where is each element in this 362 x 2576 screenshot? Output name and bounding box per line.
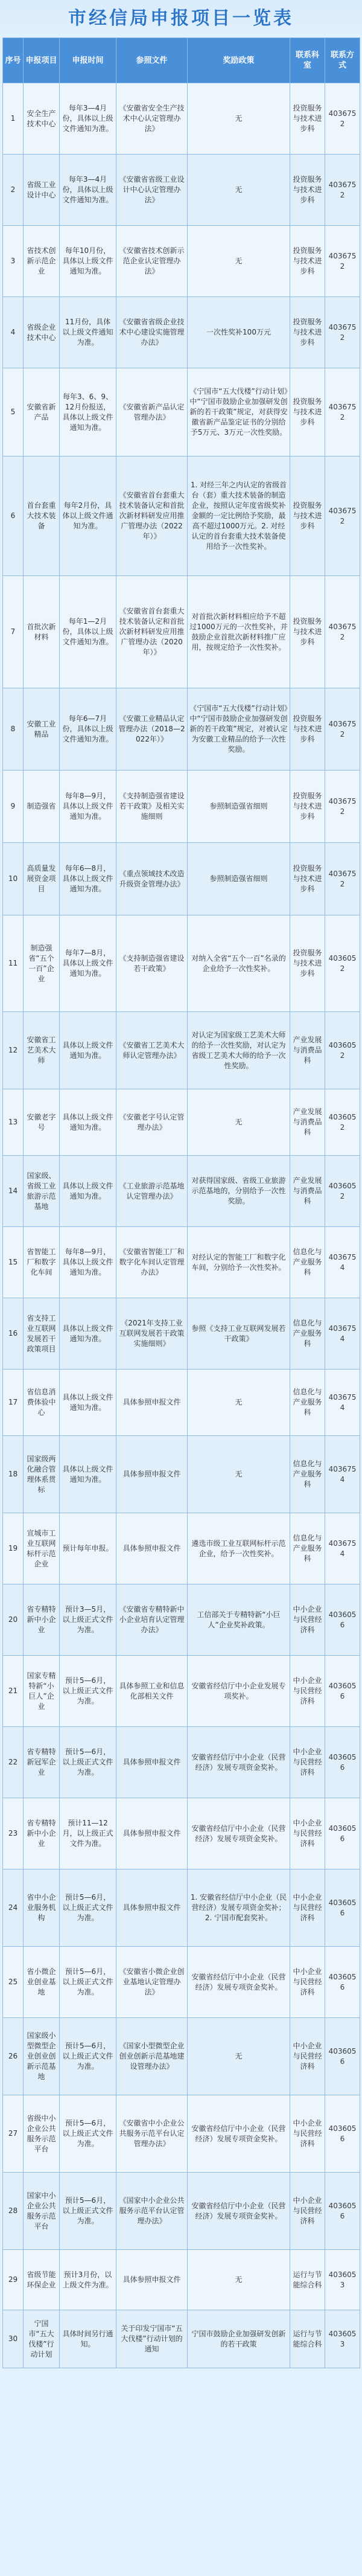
table-row (3, 297, 360, 368)
cell-time: 预计11—12月，以上级正式文件为准。 (60, 1798, 116, 1870)
cell-contact: 4036052 (325, 915, 360, 1012)
cell-policy: 对获得国家级、省级工业旅游示范基地的，分别给予一次性奖励。 (188, 1156, 290, 1227)
cell-contact: 4036752 (325, 226, 360, 297)
cell-reference: 《支持制造强省建设若干政策》及相关实施细则 (116, 771, 188, 843)
header-policy: 奖励政策 (188, 38, 290, 83)
cell-contact: 4036056 (325, 1584, 360, 1656)
cell-contact: 4036056 (325, 1727, 360, 1798)
cell-project: 省级企业技术中心 (24, 297, 60, 368)
cell-time: 具体以上级文件通知为准。 (60, 1089, 116, 1156)
cell-reference: 具体参照申报文件 (116, 1870, 188, 1947)
cell-department: 产业发展与消费品科 (290, 1156, 325, 1227)
cell-policy: 对首批次新材料相应给予不超过1000万元的一次性奖补，并鼓励企业首批次新材料推广应用，按规定给予一次性奖补。 (188, 576, 290, 688)
cell-department: 信息化与产业服务科 (290, 1227, 325, 1298)
cell-time: 每年3、6、9、12月份报送，具体以上级文件通知为准。 (60, 368, 116, 457)
cell-contact: 4036053 (325, 2310, 360, 2368)
cell-reference: 具体参照申报文件 (116, 1798, 188, 1870)
cell-policy: 工信部关于专精特新“小巨人”企业奖补政策。 (188, 1584, 290, 1656)
table-row (3, 771, 360, 843)
cell-time: 11月份，具体以上级文件通知为准。 (60, 297, 116, 368)
cell-no: 16 (3, 1298, 24, 1370)
cell-no: 15 (3, 1227, 24, 1298)
cell-project: 省专精特新冠军企业 (24, 1727, 60, 1798)
cell-department: 中小企业与民营经济科 (290, 1870, 325, 1947)
header-time: 申报时间 (60, 38, 116, 83)
cell-no: 1 (3, 83, 24, 155)
cell-department: 中小企业与民营经济科 (290, 1727, 325, 1798)
cell-reference: 《工业旅游示范基地认定管理办法》 (116, 1156, 188, 1227)
cell-contact: 4036754 (325, 1370, 360, 1436)
cell-policy: 1. 安徽省经信厅中小企业（民营经济）发展专项资金奖补；2. 宁国市配套奖补。 (188, 1870, 290, 1947)
cell-time: 每年2月份，具体以上级文件通知为准。 (60, 457, 116, 576)
cell-policy: 对纳入全省“五个一百”名录的企业给予一次性奖补。 (188, 915, 290, 1012)
cell-department: 中小企业与民营经济科 (290, 2018, 325, 2095)
cell-project: 首批次新材料 (24, 576, 60, 688)
cell-reference: 《安徽省工艺美术大师认定管理办法》 (116, 1012, 188, 1089)
cell-project: 宣城市工业互联网标杆示范企业 (24, 1513, 60, 1584)
table-row (3, 1870, 360, 1947)
cell-no: 11 (3, 915, 24, 1012)
cell-policy: 无 (188, 1089, 290, 1156)
cell-reference: 《安徽老字号认定管理办法》 (116, 1089, 188, 1156)
cell-department: 中小企业与民营经济科 (290, 1798, 325, 1870)
table-row (3, 2095, 360, 2173)
cell-contact: 4036752 (325, 297, 360, 368)
cell-reference: 具体参照申报文件 (116, 2250, 188, 2310)
cell-project: 省小微企业创业基地 (24, 1947, 60, 2018)
cell-reference: 《国家小型微型企业创业创新示范基地建设管理办法》 (116, 2018, 188, 2095)
table-row (3, 843, 360, 915)
cell-department: 运行与节能综合科 (290, 2250, 325, 2310)
cell-policy: 宁国市鼓励企业加强研发创新的若干政策 (188, 2310, 290, 2368)
cell-department: 投资服务与技术进步科 (290, 843, 325, 915)
cell-department: 投资服务与技术进步科 (290, 457, 325, 576)
cell-contact: 4036752 (325, 771, 360, 843)
table-row (3, 1584, 360, 1656)
cell-no: 29 (3, 2250, 24, 2310)
cell-time: 具体以上级文件通知为准。 (60, 1298, 116, 1370)
cell-time: 每年10月份，具体以上级文件通知为准。 (60, 226, 116, 297)
cell-contact: 4036056 (325, 1947, 360, 2018)
table-row (3, 576, 360, 688)
cell-contact: 4036056 (325, 2173, 360, 2250)
cell-department: 信息化与产业服务科 (290, 1513, 325, 1584)
cell-time: 每年8—9月，具体以上级文件通知为准。 (60, 771, 116, 843)
table-row (3, 1227, 360, 1298)
cell-project: 安徽省新产品 (24, 368, 60, 457)
cell-reference: 《重点领域技术改造升级资金管理办法》 (116, 843, 188, 915)
cell-policy: 安徽省经信厅中小企业（民营经济）发展专项资金奖补。 (188, 2095, 290, 2173)
cell-project: 省级工业设计中心 (24, 155, 60, 226)
cell-policy: 参照制造强省细则 (188, 843, 290, 915)
cell-project: 省信息消费体验中心 (24, 1370, 60, 1436)
cell-reference: 《安徽省技术创新示范企业认定管理办法》 (116, 226, 188, 297)
cell-time: 预计5—6月，以上级正式文件为准。 (60, 2095, 116, 2173)
cell-department: 中小企业与民营经济科 (290, 2173, 325, 2250)
table-row (3, 83, 360, 155)
cell-policy: 无 (188, 226, 290, 297)
cell-policy: 参照《支持工业互联网发展若干政策》 (188, 1298, 290, 1370)
cell-contact: 4036754 (325, 1227, 360, 1298)
header-department: 联系科室 (290, 38, 325, 83)
cell-project: 安徽工业精品 (24, 688, 60, 771)
cell-no: 21 (3, 1656, 24, 1727)
cell-contact: 4036752 (325, 457, 360, 576)
cell-project: 国家级小型微型企业创业创新示范基地 (24, 2018, 60, 2095)
cell-department: 投资服务与技术进步科 (290, 155, 325, 226)
cell-time: 预计5—6月，以上级正式文件为准。 (60, 1870, 116, 1947)
cell-reference: 《安徽省小微企业创业基地认定管理办法》 (116, 1947, 188, 2018)
cell-project: 制造强省“五个一百”企业 (24, 915, 60, 1012)
cell-contact: 4036752 (325, 368, 360, 457)
table-row (3, 1656, 360, 1727)
cell-time: 具体以上级文件通知为准。 (60, 1370, 116, 1436)
cell-project: 国家专精特新“小巨人”企业 (24, 1656, 60, 1727)
cell-no: 23 (3, 1798, 24, 1870)
table-row (3, 457, 360, 576)
cell-no: 7 (3, 576, 24, 688)
cell-contact: 4036056 (325, 1798, 360, 1870)
cell-department: 投资服务与技术进步科 (290, 576, 325, 688)
table-row (3, 1727, 360, 1798)
cell-time: 具体以上级文件通知为准。 (60, 1436, 116, 1513)
cell-time: 每年3—4月份，具体以上级文件通知为准。 (60, 155, 116, 226)
cell-project: 制造强省 (24, 771, 60, 843)
cell-department: 投资服务与技术进步科 (290, 771, 325, 843)
cell-time: 每年3—4月份，具体以上级文件通知为准。 (60, 83, 116, 155)
cell-reference: 《安徽工业精品认定管理办法（2018—2022年）》 (116, 688, 188, 771)
cell-contact: 4036752 (325, 83, 360, 155)
cell-reference: 《支持制造强省建设若干政策》 (116, 915, 188, 1012)
cell-contact: 4036754 (325, 1298, 360, 1370)
cell-no: 6 (3, 457, 24, 576)
header-no: 序号 (3, 38, 24, 83)
cell-department: 中小企业与民营经济科 (290, 1656, 325, 1727)
table-row (3, 2310, 360, 2368)
table-header-row (3, 38, 360, 83)
cell-reference: 《安徽省安全生产技术中心认定管理办法》 (116, 83, 188, 155)
cell-project: 省专精特新中小企业 (24, 1798, 60, 1870)
cell-reference: 关于印发宁国市“五大伐楼”行动计划的通知 (116, 2310, 188, 2368)
cell-policy: 无 (188, 83, 290, 155)
cell-no: 30 (3, 2310, 24, 2368)
cell-no: 2 (3, 155, 24, 226)
cell-project: 省级中小企业公共服务示范平台 (24, 2095, 60, 2173)
table-row (3, 1012, 360, 1089)
cell-time: 预计5—6月，以上级正式文件为准。 (60, 2018, 116, 2095)
cell-contact: 4036754 (325, 1436, 360, 1513)
table-row (3, 1436, 360, 1513)
cell-policy: 无 (188, 2250, 290, 2310)
cell-time: 预计每年申报。 (60, 1513, 116, 1584)
cell-contact: 4036056 (325, 2018, 360, 2095)
cell-project: 省支持工业互联网发展若干政策项目 (24, 1298, 60, 1370)
cell-policy: 无 (188, 1370, 290, 1436)
table-row (3, 226, 360, 297)
cell-time: 每年1—2月份，具体以上级文件通知为准。 (60, 576, 116, 688)
table-row (3, 2173, 360, 2250)
cell-reference: 《安徽省首台套重大技术装备认定和首批次新材料研发应用推广管理办法（2020年）》 (116, 576, 188, 688)
table-row (3, 2250, 360, 2310)
header-contact: 联系方式 (325, 38, 360, 83)
cell-project: 国家中小企业公共服务示范平台 (24, 2173, 60, 2250)
cell-time: 预计5—6月，以上级正式文件为准。 (60, 2173, 116, 2250)
cell-no: 10 (3, 843, 24, 915)
project-table (2, 37, 360, 2368)
cell-contact: 4036752 (325, 688, 360, 771)
table-row (3, 2018, 360, 2095)
cell-reference: 《安徽省中小企业公共服务示范平台认定管理办法》 (116, 2095, 188, 2173)
cell-department: 运行与节能综合科 (290, 2310, 325, 2368)
cell-reference: 具体参照申报文件 (116, 1513, 188, 1584)
cell-project: 安徽老字号 (24, 1089, 60, 1156)
cell-time: 具体以上级文件通知为准。 (60, 1012, 116, 1089)
cell-policy: 安徽省经信厅中小企业（民营经济）发展专项资金奖补。 (188, 2173, 290, 2250)
cell-reference: 《安徽省首台套重大技术装备认定和首批次新材料研发应用推广管理办法（2022年）》 (116, 457, 188, 576)
cell-project: 省中小企业服务机构 (24, 1870, 60, 1947)
cell-no: 12 (3, 1012, 24, 1089)
cell-reference: 《安徽省省级工业设计中心认定管理办法》 (116, 155, 188, 226)
cell-no: 24 (3, 1870, 24, 1947)
cell-department: 投资服务与技术进步科 (290, 297, 325, 368)
cell-policy: 安徽省经信厅中小企业（民营经济）发展专项资金奖补。 (188, 1947, 290, 2018)
header-project: 申报项目 (24, 38, 60, 83)
cell-reference: 《安徽省省级企业技术中心建设实施管理办法》 (116, 297, 188, 368)
cell-department: 中小企业与民营经济科 (290, 1584, 325, 1656)
cell-reference: 具体参照工业和信息化部相关文件 (116, 1656, 188, 1727)
cell-project: 宁国市“五大伐楼”行动计划 (24, 2310, 60, 2368)
cell-department: 信息化与产业服务科 (290, 1370, 325, 1436)
page-title: 市经信局申报项目一览表 (68, 8, 294, 29)
cell-department: 信息化与产业服务科 (290, 1298, 325, 1370)
cell-no: 9 (3, 771, 24, 843)
cell-no: 28 (3, 2173, 24, 2250)
table-row (3, 1089, 360, 1156)
cell-contact: 4036752 (325, 576, 360, 688)
cell-contact: 4036754 (325, 1513, 360, 1584)
table-body (3, 83, 360, 2368)
table-row (3, 688, 360, 771)
cell-project: 省技术创新示范企业 (24, 226, 60, 297)
cell-time: 预计5—6月，以上级正式文件为准。 (60, 1947, 116, 2018)
table-row (3, 1798, 360, 1870)
cell-no: 5 (3, 368, 24, 457)
cell-time: 具体以上级文件通知为准。 (60, 1156, 116, 1227)
header-reference: 参照文件 (116, 38, 188, 83)
cell-policy: 《宁国市“五大伐楼”行动计划》中“宁国市鼓励企业加强研发创新的若干政策”规定，对获得安徽省新产品鉴定证书的分别给予5万元、3万元一次性奖励。 (188, 368, 290, 457)
cell-project: 国家级两化融合管理体系贯标 (24, 1436, 60, 1513)
cell-project: 省级节能环保企业 (24, 2250, 60, 2310)
cell-reference: 具体参照申报文件 (116, 1436, 188, 1513)
cell-reference: 具体参照申报文件 (116, 1727, 188, 1798)
cell-department: 投资服务与技术进步科 (290, 915, 325, 1012)
cell-project: 省智能工厂和数字化车间 (24, 1227, 60, 1298)
table-row (3, 155, 360, 226)
cell-project: 省专精特新中小企业 (24, 1584, 60, 1656)
cell-policy: 安徽省经信厅中小企业发展专项奖补。 (188, 1656, 290, 1727)
cell-contact: 4036752 (325, 155, 360, 226)
cell-department: 中小企业与民营经济科 (290, 1947, 325, 2018)
cell-project: 国家级、省级工业旅游示范基地 (24, 1156, 60, 1227)
table-row (3, 915, 360, 1012)
cell-no: 14 (3, 1156, 24, 1227)
cell-reference: 具体参照申报文件 (116, 1370, 188, 1436)
cell-policy: 遴选市级工业互联网标杆示范企业，给予一次性奖补。 (188, 1513, 290, 1584)
cell-time: 预计3—5月，以上级正式文件为准。 (60, 1584, 116, 1656)
cell-department: 产业发展与消费品科 (290, 1089, 325, 1156)
cell-no: 13 (3, 1089, 24, 1156)
cell-contact: 4036056 (325, 1656, 360, 1727)
cell-policy: 1. 对经三年之内认定的省级首台（套）重大技术装备的制造企业，按照认定年度省级奖补金额的一定比例给予奖励，最高不超过1000万元。2. 对经认定的首台套重大技术装备使用给予一次性奖补。 (188, 457, 290, 576)
cell-time: 每年6—7月份，具体以上级文件通知为准。 (60, 688, 116, 771)
cell-contact: 4036056 (325, 1870, 360, 1947)
cell-department: 投资服务与技术进步科 (290, 368, 325, 457)
cell-time: 具体时间另行通知。 (60, 2310, 116, 2368)
cell-time: 每年6—8月，具体以上级文件通知为准。 (60, 843, 116, 915)
cell-policy: 参照制造强省细则 (188, 771, 290, 843)
cell-contact: 4036052 (325, 1012, 360, 1089)
cell-project: 首台套重大技术装备 (24, 457, 60, 576)
cell-policy: 一次性奖补100万元 (188, 297, 290, 368)
cell-reference: 《2021年支持工业互联网发展若干政策实施细则》 (116, 1298, 188, 1370)
table-row (3, 1156, 360, 1227)
cell-department: 中小企业与民营经济科 (290, 2095, 325, 2173)
table-row (3, 1298, 360, 1370)
cell-no: 3 (3, 226, 24, 297)
table-row (3, 1513, 360, 1584)
cell-contact: 4036752 (325, 843, 360, 915)
cell-policy: 无 (188, 155, 290, 226)
cell-no: 26 (3, 2018, 24, 2095)
cell-project: 高质量发展资金项目 (24, 843, 60, 915)
cell-no: 18 (3, 1436, 24, 1513)
cell-policy: 安徽省经信厅中小企业（民营经济）发展专项资金奖补。 (188, 1727, 290, 1798)
cell-reference: 《安徽省专精特新中小企业培育认定管理办法》 (116, 1584, 188, 1656)
cell-time: 预计5—6月，以上级正式文件为准。 (60, 1727, 116, 1798)
table-row (3, 1370, 360, 1436)
cell-department: 投资服务与技术进步科 (290, 83, 325, 155)
cell-policy: 无 (188, 2018, 290, 2095)
table-row (3, 368, 360, 457)
cell-time: 每年8—9月，具体以上级文件通知为准。 (60, 1227, 116, 1298)
cell-reference: 《国家中小企业公共服务示范平台认定管理办法》 (116, 2173, 188, 2250)
cell-project: 安全生产技术中心 (24, 83, 60, 155)
cell-time: 预计5—6月，以上级正式文件为准。 (60, 1656, 116, 1727)
cell-policy: 《宁国市“五大伐楼”行动计划》中“宁国市鼓励企业加强研发创新的若干政策”规定，对被认定为安徽工业精品的给予一次性奖励。 (188, 688, 290, 771)
cell-no: 22 (3, 1727, 24, 1798)
cell-policy: 安徽省经信厅中小企业（民营经济）发展专项资金奖补。 (188, 1798, 290, 1870)
cell-no: 17 (3, 1370, 24, 1436)
cell-no: 20 (3, 1584, 24, 1656)
cell-contact: 4036052 (325, 1089, 360, 1156)
cell-no: 27 (3, 2095, 24, 2173)
cell-reference: 《安徽省新产品认定管理办法》 (116, 368, 188, 457)
cell-policy: 无 (188, 1436, 290, 1513)
cell-department: 投资服务与技术进步科 (290, 688, 325, 771)
cell-time: 每年7—8月，具体以上级文件通知为准。 (60, 915, 116, 1012)
cell-contact: 4036056 (325, 2095, 360, 2173)
cell-reference: 《安徽省智能工厂和数字化车间认定管理办法》 (116, 1227, 188, 1298)
cell-department: 信息化与产业服务科 (290, 1436, 325, 1513)
cell-contact: 4036052 (325, 1156, 360, 1227)
cell-department: 产业发展与消费品科 (290, 1012, 325, 1089)
cell-no: 4 (3, 297, 24, 368)
cell-project: 安徽省工艺美术大师 (24, 1012, 60, 1089)
cell-no: 19 (3, 1513, 24, 1584)
cell-policy: 对认定为国家级工艺美术大师的给予一次性奖励，对认定为省级工艺美术大师的给予一次性奖励。 (188, 1012, 290, 1089)
cell-department: 投资服务与技术进步科 (290, 226, 325, 297)
cell-no: 25 (3, 1947, 24, 2018)
cell-policy: 对经认定的智能工厂和数字化车间，分别给予一次性奖补。 (188, 1227, 290, 1298)
cell-no: 8 (3, 688, 24, 771)
table-row (3, 1947, 360, 2018)
cell-contact: 4036053 (325, 2250, 360, 2310)
cell-time: 预计3月份，以上级文件为准。 (60, 2250, 116, 2310)
